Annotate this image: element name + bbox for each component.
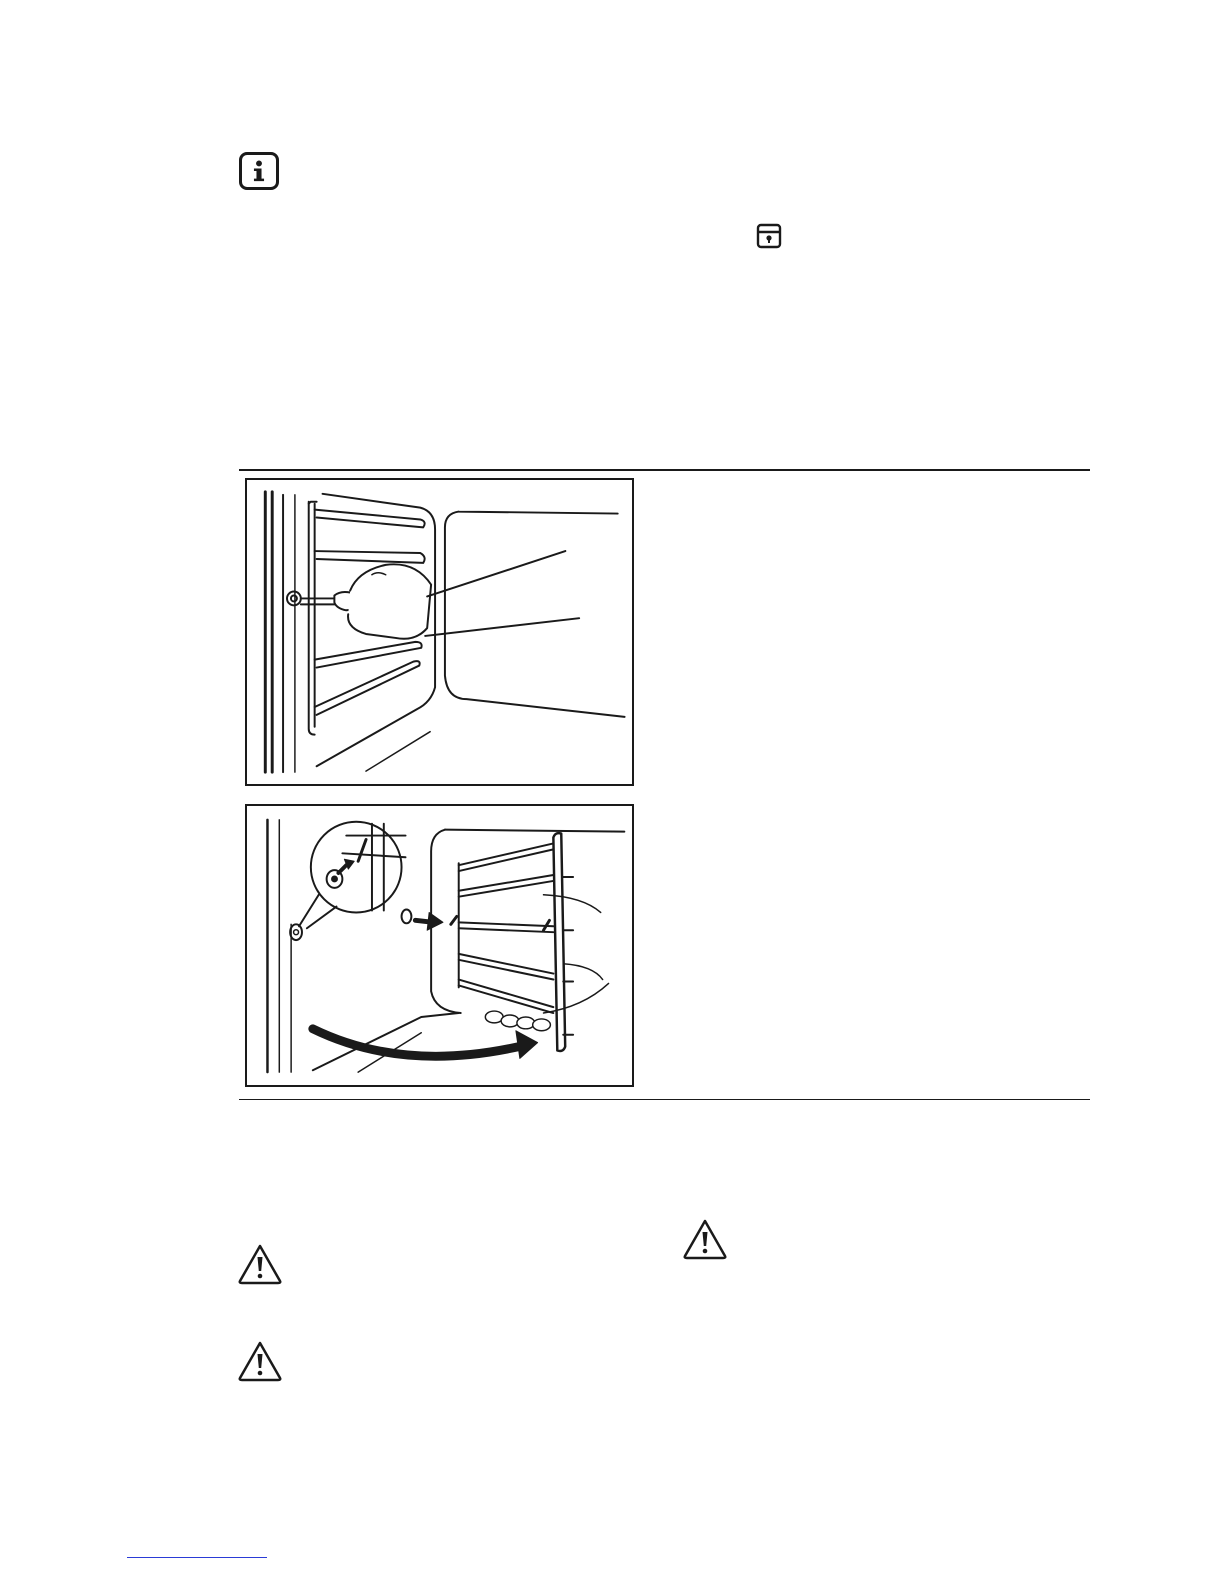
warning-icon	[682, 1218, 728, 1260]
footer-link[interactable]	[127, 1557, 267, 1558]
shelf-support-removal-figure	[245, 804, 634, 1087]
warning-icon	[237, 1243, 283, 1285]
section-top-rule	[239, 469, 1090, 471]
warning-icon	[237, 1340, 283, 1382]
info-icon	[239, 152, 279, 190]
shelf-support-release-figure	[245, 478, 634, 786]
door-lock-icon	[756, 223, 782, 249]
section-bottom-rule	[239, 1099, 1090, 1100]
